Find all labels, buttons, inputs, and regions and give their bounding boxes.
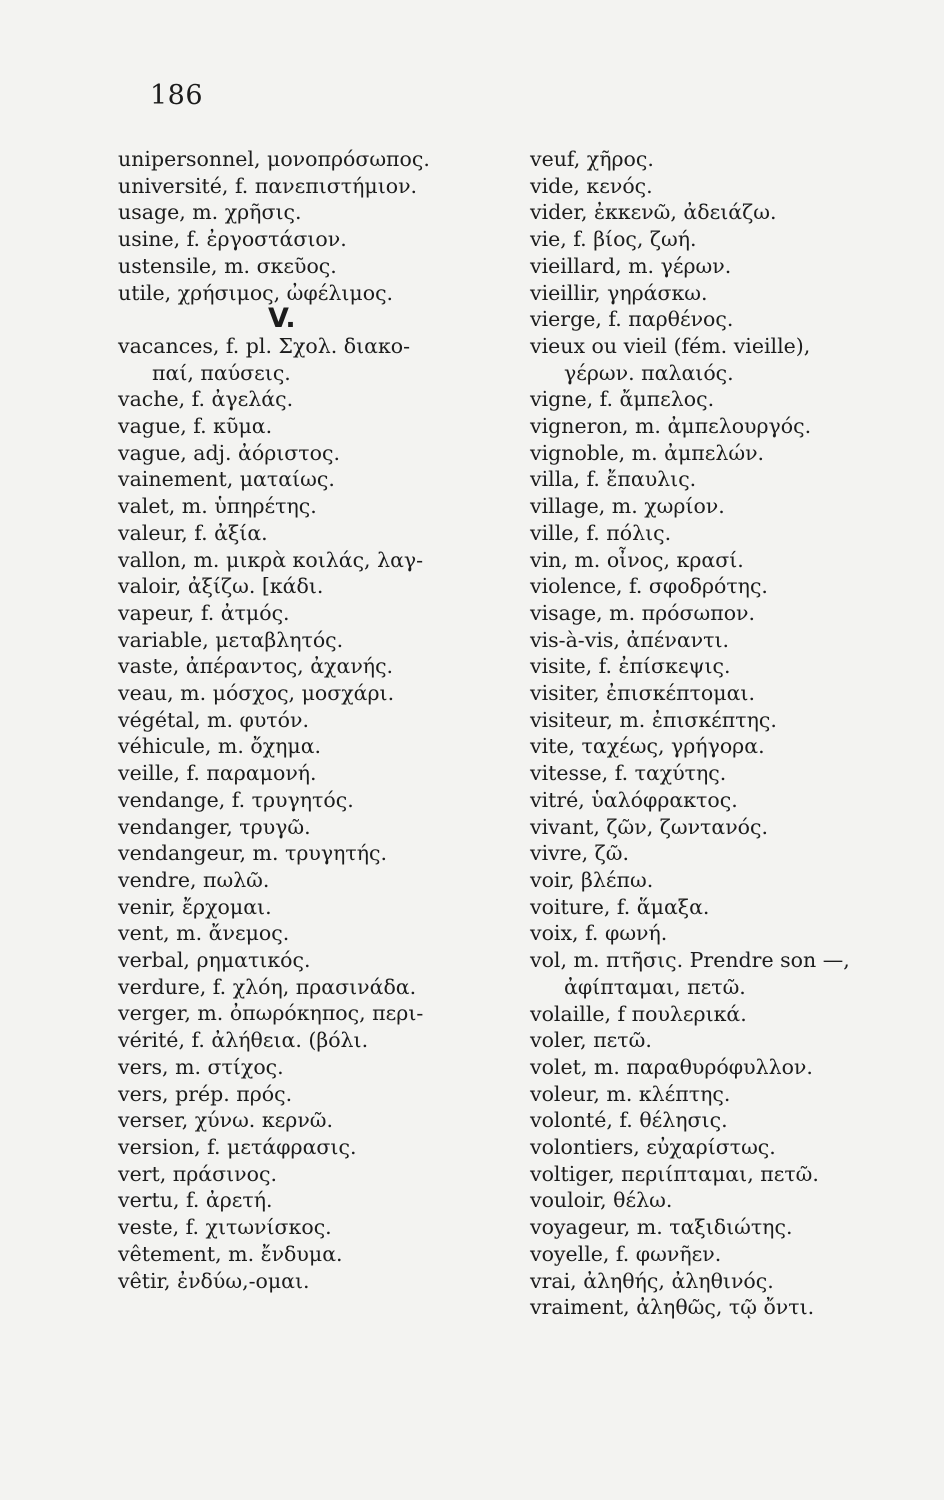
dictionary-entry: vacances, f. pl. Σχολ. διακο-: [118, 333, 411, 358]
dictionary-entry: vieillard, m. γέρων.: [530, 253, 732, 278]
dictionary-entry: vallon, m. μικρὰ κοιλάς, λαγ-: [118, 547, 424, 572]
dictionary-entry: verbal, ρηματικός.: [118, 948, 311, 973]
dictionary-entry: vert, πράσινος.: [118, 1161, 277, 1186]
dictionary-entry: véhicule, m. ὄχημα.: [118, 734, 322, 759]
dictionary-entry: voleur, m. κλέπτης.: [530, 1081, 731, 1106]
dictionary-entry: volet, m. παραθυρόφυλλον.: [530, 1054, 813, 1079]
dictionary-entry: vague, adj. ἀόριστος.: [118, 440, 340, 465]
dictionary-entry: visiter, ἐπισκέπτομαι.: [530, 681, 755, 706]
dictionary-entry: veuf, χῆρος.: [530, 147, 654, 171]
left-column: [118, 146, 508, 1294]
dictionary-entry: volaille, f πουλερικά.: [530, 1001, 747, 1026]
dictionary-entry: vigneron, m. ἀμπελουργός.: [530, 414, 812, 439]
dictionary-entry: violence, f. σφοδρότης.: [530, 574, 768, 599]
dictionary-entry: ustensile, m. σκεῦος.: [118, 253, 337, 278]
dictionary-entry: vendre, πωλῶ.: [118, 867, 270, 892]
dictionary-entry: valeur, f. ἀξία.: [118, 520, 268, 545]
dictionary-entry: vers, m. στίχος.: [118, 1054, 284, 1079]
dictionary-entry: vite, ταχέως, γρήγορα.: [530, 734, 765, 759]
dictionary-entry: ἀφίπταμαι, πετῶ.: [564, 974, 746, 999]
dictionary-entry: voltiger, περιίπταμαι, πετῶ.: [530, 1161, 819, 1186]
dictionary-entry: παί, παύσεις.: [152, 360, 291, 385]
dictionary-entry: voler, πετῶ.: [530, 1028, 652, 1053]
dictionary-entry: villa, f. ἔπαυλις.: [530, 467, 697, 492]
dictionary-entry: village, m. χωρίον.: [530, 494, 725, 519]
dictionary-entry: vent, m. ἄνεμος.: [118, 921, 290, 946]
dictionary-entry: volontiers, εὐχαρίστως.: [530, 1135, 776, 1160]
dictionary-entry: verger, m. ὀπωρόκηπος, περι-: [118, 1001, 424, 1026]
dictionary-entry: voiture, f. ἅμαξα.: [530, 894, 710, 919]
dictionary-entry: voyelle, f. φωνῆεν.: [530, 1241, 722, 1266]
dictionary-entry: vendange, f. τρυγητός.: [118, 787, 354, 812]
dictionary-entry: vérité, f. ἀλήθεια. (βόλι.: [118, 1028, 369, 1053]
dictionary-entry: veste, f. χιτωνίσκος.: [118, 1215, 332, 1240]
dictionary-entry: verdure, f. χλόη, πρασινάδα.: [118, 974, 417, 999]
dictionary-entry: vitré, ὑαλόφρακτος.: [530, 787, 738, 812]
dictionary-entry: vol, m. πτῆσις. Prendre son —,: [530, 948, 850, 973]
dictionary-entry: vache, f. ἀγελάς.: [118, 387, 294, 412]
dictionary-entry: vitesse, f. ταχύτης.: [530, 761, 727, 786]
dictionary-entry: vapeur, f. ἀτμός.: [118, 600, 290, 625]
dictionary-entry: venir, ἔρχομαι.: [118, 894, 272, 919]
dictionary-entry: valoir, ἀξίζω. [κάδι.: [118, 574, 324, 599]
dictionary-entry: vainement, ματαίως.: [118, 467, 335, 492]
dictionary-entry: vague, f. κῦμα.: [118, 414, 273, 439]
dictionary-entry: veille, f. παραμονή.: [118, 761, 317, 786]
dictionary-entry: vaste, ἀπέραντος, ἀχανής.: [118, 654, 394, 679]
dictionary-entry: vouloir, θέλω.: [530, 1188, 673, 1213]
dictionary-entry: université, f. πανεπιστήμιον.: [118, 173, 418, 198]
dictionary-entry: vide, κενός.: [530, 173, 653, 198]
dictionary-entry: voir, βλέπω.: [530, 867, 654, 892]
page-number: 186: [150, 80, 204, 111]
dictionary-entry: verser, χύνω. κερνῶ.: [118, 1108, 334, 1133]
dictionary-entry: vêtir, ἐνδύω,-ομαι.: [118, 1268, 310, 1293]
dictionary-entry: visiteur, m. ἐπισκέπτης.: [530, 707, 777, 732]
dictionary-entry: vie, f. βίος, ζωή.: [530, 227, 697, 252]
dictionary-entry: variable, μεταβλητός.: [118, 627, 344, 652]
dictionary-entry: utile, χρήσιμος, ὠφέλιμος.: [118, 280, 394, 305]
dictionary-entry: vers, prép. πρός.: [118, 1081, 293, 1106]
dictionary-entry: unipersonnel, μονοπρόσωπος.: [118, 147, 430, 171]
dictionary-entry: valet, m. ὑπηρέτης.: [118, 494, 317, 519]
dictionary-entry: visage, m. πρόσωπον.: [530, 600, 756, 625]
dictionary-entry: voyageur, m. ταξιδιώτης.: [530, 1215, 793, 1240]
dictionary-entry: vertu, f. ἀρετή.: [118, 1188, 273, 1213]
dictionary-entry: vierge, f. παρθένος.: [530, 307, 734, 332]
dictionary-entry: végétal, m. φυτόν.: [118, 707, 309, 732]
dictionary-entry: vieillir, γηράσκω.: [530, 280, 708, 305]
dictionary-entry: visite, f. ἐπίσκεψις.: [530, 654, 731, 679]
dictionary-entry: usine, f. ἐργοστάσιον.: [118, 227, 347, 252]
dictionary-entry: vivant, ζῶν, ζωντανός.: [530, 814, 769, 839]
dictionary-entry: vieux ou vieil (fém. vieille),: [530, 333, 811, 358]
dictionary-entry: vigne, f. ἄμπελος.: [530, 387, 715, 412]
dictionary-entry: vis-à-vis, ἀπέναντι.: [530, 627, 730, 652]
dictionary-entry: vider, ἐκκενῶ, ἀδειάζω.: [530, 200, 777, 225]
dictionary-entry: vendanger, τρυγῶ.: [118, 814, 311, 839]
dictionary-entry: usage, m. χρῆσις.: [118, 200, 302, 225]
dictionary-entry: vendangeur, m. τρυγητής.: [118, 841, 387, 866]
dictionary-entry: vrai, ἀληθής, ἀληθινός.: [530, 1268, 774, 1293]
dictionary-entry: ville, f. πόλις.: [530, 520, 672, 545]
dictionary-entry: voix, f. φωνή.: [530, 921, 668, 946]
dictionary-entry: γέρων. παλαιός.: [564, 360, 734, 385]
dictionary-entry: vivre, ζῶ.: [530, 841, 630, 866]
dictionary-entry: vin, m. οἶνος, κρασί.: [530, 547, 744, 572]
right-column: [530, 146, 930, 1321]
dictionary-entry: volonté, f. θέλησις.: [530, 1108, 728, 1133]
section-heading: V.: [268, 303, 296, 335]
dictionary-entry: vignoble, m. ἀμπελών.: [530, 440, 765, 465]
dictionary-entry: version, f. μετάφρασις.: [118, 1135, 357, 1159]
dictionary-entry: vêtement, m. ἔνδυμα.: [118, 1241, 343, 1266]
dictionary-entry: vraiment, ἀληθῶς, τῷ ὄντι.: [530, 1295, 815, 1320]
dictionary-entry: veau, m. μόσχος, μοσχάρι.: [118, 681, 395, 706]
